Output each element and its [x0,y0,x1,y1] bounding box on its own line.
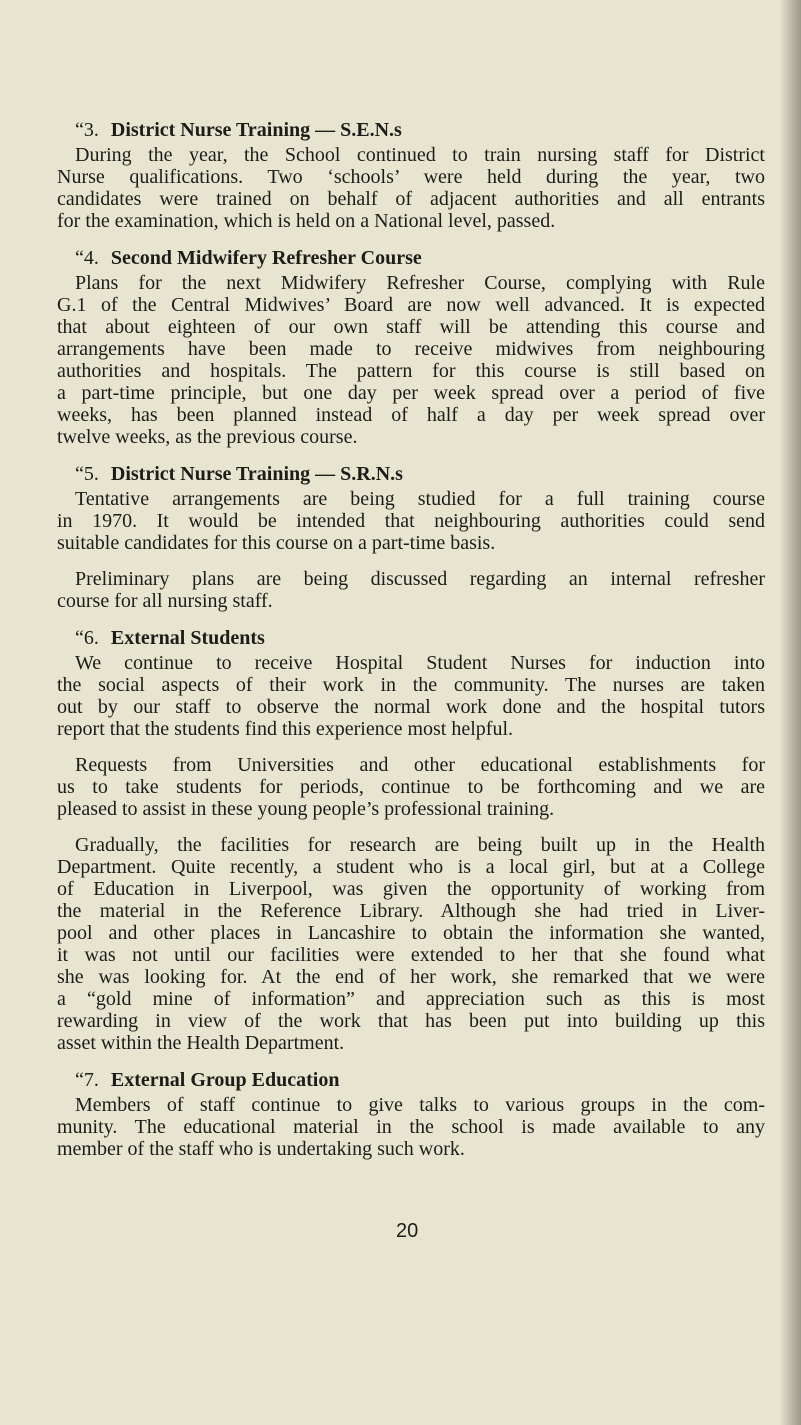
paragraph [57,144,765,232]
text-line: out by our staff to observe the normal work done and the hospital tutors [57,696,765,718]
text-line: that about eighteen of our own staff will be attending this course and [57,316,765,338]
text-line: Nurse qualifications. Two ‘schools’ were held during the year, two [57,166,765,188]
text-line: pool and other places in Lancashire to obtain the information she wanted, [57,922,765,944]
text-line: a part-time principle, but one day per week spread over a period of five [57,382,765,404]
section-heading [75,1068,765,1092]
text-line: the material in the Reference Library. Although she had tried in Liver- [57,900,765,922]
page-number: 20 [396,1220,419,1242]
text-line: weeks, has been planned instead of half a day per week spread over [57,404,765,426]
section-title: District Nurse Training — S.E.N.s [110,119,402,141]
text-line: asset within the Health Department. [57,1032,345,1054]
section-7 [57,1068,765,1160]
text-line: munity. The educational material in the school is made available to any [57,1116,765,1138]
text-line: course for all nursing staff. [57,590,273,612]
section-number: “3. [75,119,99,141]
section-title: External Group Education [110,1069,340,1091]
section-3 [57,118,765,232]
section-heading [75,118,765,142]
paragraph [57,754,765,820]
document-page [57,118,765,1174]
section-number: “4. [75,247,99,269]
section-6 [57,626,765,1054]
paragraph [57,272,765,448]
text-line: of Education in Liverpool, was given the opportunity of working from [57,878,765,900]
paragraph [57,1094,765,1160]
text-line: Members of staff continue to give talks to various groups in the com- [75,1094,765,1116]
text-line: Gradually, the facilities for research are being built up in the Health [75,834,765,856]
section-heading [75,462,765,486]
text-line: Department. Quite recently, a student who is a local girl, but at a College [57,856,765,878]
section-number: “5. [75,463,99,485]
text-line: a “gold mine of information” and appreciation such as this is most [57,988,765,1010]
text-line: in 1970. It would be intended that neighbouring authorities could send [57,510,765,532]
text-line: Tentative arrangements are being studied for a full training course [75,488,765,510]
text-line: authorities and hospitals. The pattern for this course is still based on [57,360,765,382]
section-title: Second Midwifery Refresher Course [110,247,422,269]
text-line: the social aspects of their work in the community. The nurses are taken [57,674,765,696]
text-line: us to take students for periods, continue to be forthcoming and we are [57,776,765,798]
text-line: pleased to assist in these young people’s professional training. [57,798,555,820]
section-5 [57,462,765,612]
text-line: G.1 of the Central Midwives’ Board are now well advanced. It is expected [57,294,765,316]
text-line: Preliminary plans are being discussed regarding an internal refresher [75,568,765,590]
text-line: During the year, the School continued to train nursing staff for District [75,144,765,166]
paragraph [57,568,765,612]
section-number: “6. [75,627,99,649]
paragraph [57,488,765,554]
paragraph [57,652,765,740]
text-line: We continue to receive Hospital Student Nurses for induction into [75,652,765,674]
text-line: member of the staff who is undertaking such work. [57,1138,465,1160]
text-line: she was looking for. At the end of her work, she remarked that we were [57,966,765,988]
paragraph [57,834,765,1054]
section-heading [75,626,765,650]
text-line: for the examination, which is held on a National level, passed. [57,210,556,232]
section-heading [75,246,765,270]
page-binding-shadow [779,0,801,1425]
section-4 [57,246,765,448]
text-line: rewarding in view of the work that has been put into building up this [57,1010,765,1032]
text-line: arrangements have been made to receive midwives from neighbouring [57,338,765,360]
text-line: twelve weeks, as the previous course. [57,426,358,448]
text-line: suitable candidates for this course on a part-time basis. [57,532,496,554]
text-line: it was not until our facilities were extended to her that she found what [57,944,765,966]
section-number: “7. [75,1069,99,1091]
text-line: Plans for the next Midwifery Refresher Course, complying with Rule [75,272,765,294]
section-title: District Nurse Training — S.R.N.s [110,463,403,485]
text-line: report that the students find this experience most helpful. [57,718,513,740]
text-line: candidates were trained on behalf of adjacent authorities and all entrants [57,188,765,210]
section-title: External Students [110,627,265,649]
text-line: Requests from Universities and other educational establishments for [75,754,765,776]
